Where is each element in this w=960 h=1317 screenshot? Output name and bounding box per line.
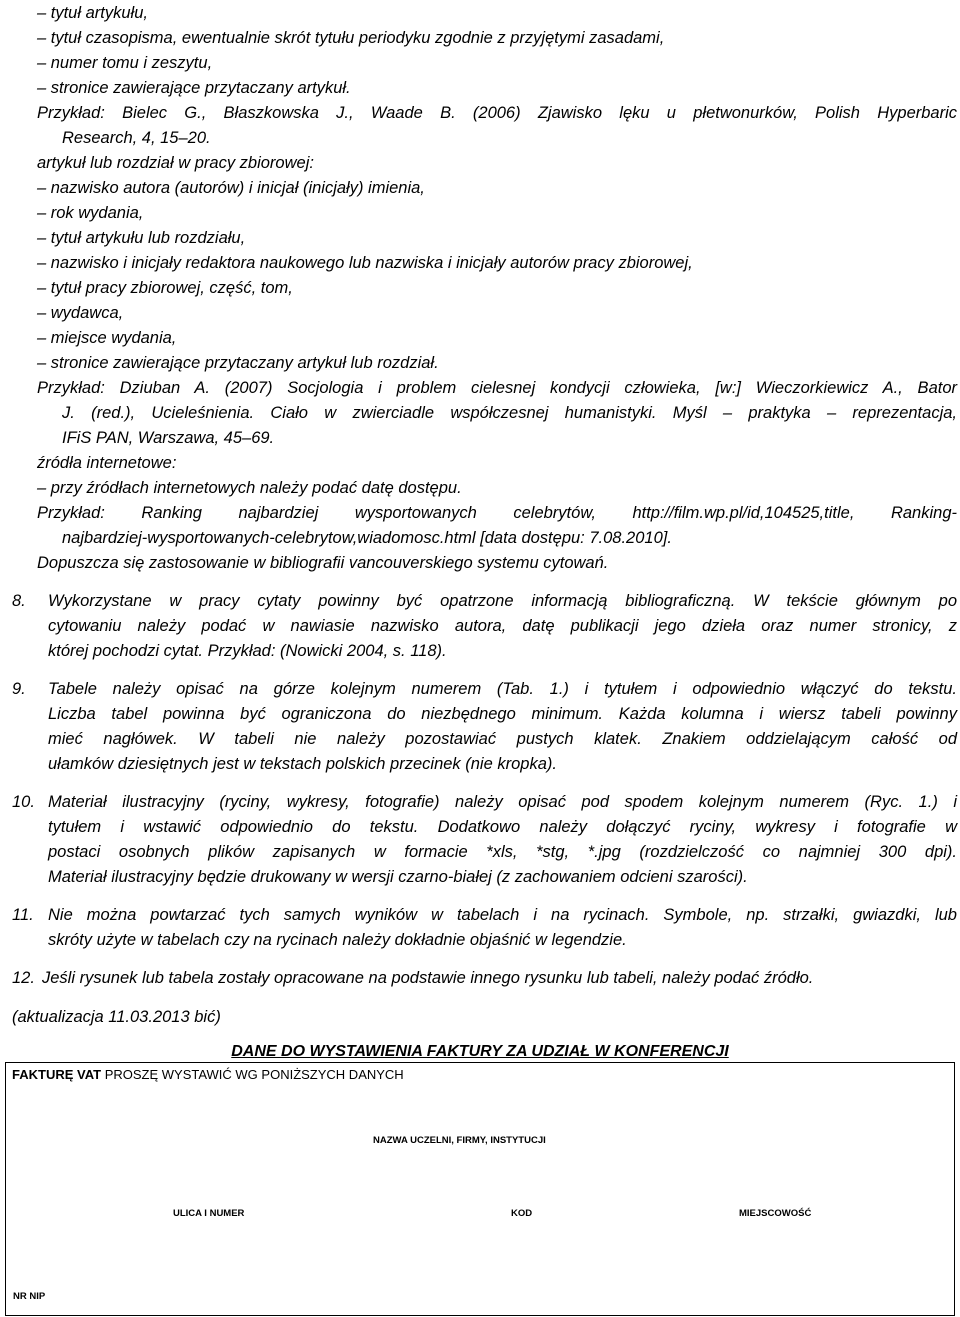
point-line: Tabele należy opisać na górze kolejnym numerem (Tab. 1.) i tytułem i odpowiednio włączyć do tekstu. (48, 680, 957, 698)
point-line: Liczba tabel powinna być ograniczona do niezbędnego minimum. Każda kolumna i wiersz tabeli powinny (48, 705, 957, 723)
point-number: 8. (12, 592, 26, 610)
journal-item: – tytuł czasopisma, ewentualnie skrót tytułu periodyku zgodnie z przyjętymi zasadami, (37, 29, 665, 47)
point-line: skróty użyte w tabelach czy na rycinach należy dokładnie objaśnić w legendzie. (48, 931, 627, 949)
journal-example: Przykład: Bielec G., Błaszkowska J., Waade B. (2006) Zjawisko lęku u płetwonurków, Polish Hyperbaric (37, 104, 957, 122)
institution-field-label: NAZWA UCZELNI, FIRMY, INSTYTUCJI (373, 1135, 546, 1146)
chapter-item: – nazwisko i inicjały redaktora naukowego lub nazwiska i inicjały autorów pracy zbiorowej, (37, 254, 693, 272)
update-note: (aktualizacja 11.03.2013 bić) (12, 1008, 221, 1026)
chapter-item: – tytuł pracy zbiorowej, część, tom, (37, 279, 293, 297)
chapter-item: – tytuł artykułu lub rozdziału, (37, 229, 246, 247)
journal-item: – numer tomu i zeszytu, (37, 54, 213, 72)
invoice-header-text: PROSZĘ WYSTAWIĆ WG PONIŻSZYCH DANYCH (101, 1067, 404, 1082)
chapter-item: – rok wydania, (37, 204, 144, 222)
nip-field-label: NR NIP (13, 1291, 46, 1302)
point-line: cytowaniu należy podać w nawiasie nazwisko autora, datę publikacji jego dzieła oraz numer stronicy, z (48, 617, 957, 635)
point-line: Jeśli rysunek lub tabela zostały opracowane na podstawie innego rysunku lub tabeli, należy podać źródło. (42, 969, 814, 987)
chapter-example-cont: J. (red.), Ucieleśnienia. Ciało w zwierciadle współczesnej humanistyki. Myśl – praktyka – reprezentacja, (62, 404, 957, 422)
point-line: Nie można powtarzać tych samych wyników w tabelach i na rycinach. Symbole, np. strzałki, gwiazdki, lub (48, 906, 957, 924)
internet-example: Przykład: Ranking najbardziej wysportowanych celebrytów, http://film.wp.pl/id,104525,title, Ranking- (37, 504, 957, 522)
vancouver-note: Dopuszcza się zastosowanie w bibliografii vancouverskiego systemu cytowań. (37, 554, 609, 572)
journal-example-cont: Research, 4, 15–20. (62, 129, 211, 147)
point-number: 12. (12, 969, 35, 987)
internet-heading: źródła internetowe: (37, 454, 177, 472)
point-line: której pochodzi cytat. Przykład: (Nowicki 2004, s. 118). (48, 642, 447, 660)
point-line: postaci osobnych plików zapisanych w formacie *xls, *stg, *.jpg (rozdzielczość co najmniej 300 dpi). (48, 843, 957, 861)
internet-item: – przy źródłach internetowych należy podać datę dostępu. (37, 479, 462, 497)
chapter-heading: artykuł lub rozdział w pracy zbiorowej: (37, 154, 314, 172)
point-line: Materiał ilustracyjny będzie drukowany w wersji czarno-białej (z zachowaniem odcieni szarości). (48, 868, 748, 886)
point-number: 9. (12, 680, 26, 698)
point-line: Materiał ilustracyjny (ryciny, wykresy, fotografie) należy opisać pod spodem kolejnym numerem (Ryc. 1.) i (48, 793, 957, 811)
chapter-item: – wydawca, (37, 304, 124, 322)
point-line: ułamków dziesiętnych jest w tekstach polskich przecinek (nie kropka). (48, 755, 557, 773)
journal-item: – tytuł artykułu, (37, 4, 148, 22)
chapter-item: – stronice zawierające przytaczany artykuł lub rozdział. (37, 354, 439, 372)
street-field-label: ULICA I NUMER (173, 1208, 245, 1219)
chapter-item: – nazwisko autora (autorów) i inicjał (inicjały) imienia, (37, 179, 425, 197)
city-field-label: MIEJSCOWOŚĆ (739, 1208, 812, 1219)
journal-item: – stronice zawierające przytaczany artykuł. (37, 79, 351, 97)
point-number: 10. (12, 793, 35, 811)
invoice-vat-label: FAKTURĘ VAT (12, 1067, 102, 1082)
invoice-title: DANE DO WYSTAWIENIA FAKTURY ZA UDZIAŁ W KONFERENCJI (231, 1043, 729, 1060)
invoice-form (5, 1062, 955, 1316)
point-line: mieć nagłówek. W tabeli nie należy pozostawiać pustych klatek. Znakiem oddzielającym całość od (48, 730, 957, 748)
chapter-item: – miejsce wydania, (37, 329, 177, 347)
internet-example-cont: najbardziej-wysportowanych-celebrytow,wiadomosc.html [data dostępu: 7.08.2010]. (62, 529, 672, 547)
postal-code-field-label: KOD (511, 1208, 533, 1219)
point-number: 11. (12, 906, 34, 924)
invoice-form-header (12, 1067, 404, 1083)
point-line: Wykorzystane w pracy cytaty powinny być opatrzone informacją bibliograficzną. W tekście głównym po (48, 592, 957, 610)
chapter-example: Przykład: Dziuban A. (2007) Socjologia i problem cielesnej kondycji człowieka, [w:] Wieczorkiewicz A., Bator (37, 379, 957, 397)
point-line: tytułem i wstawić odpowiednio do tekstu. Dodatkowo należy dołączyć ryciny, wykresy i fotografie w (48, 818, 957, 836)
chapter-example-cont: IFiS PAN, Warszawa, 45–69. (62, 429, 275, 447)
